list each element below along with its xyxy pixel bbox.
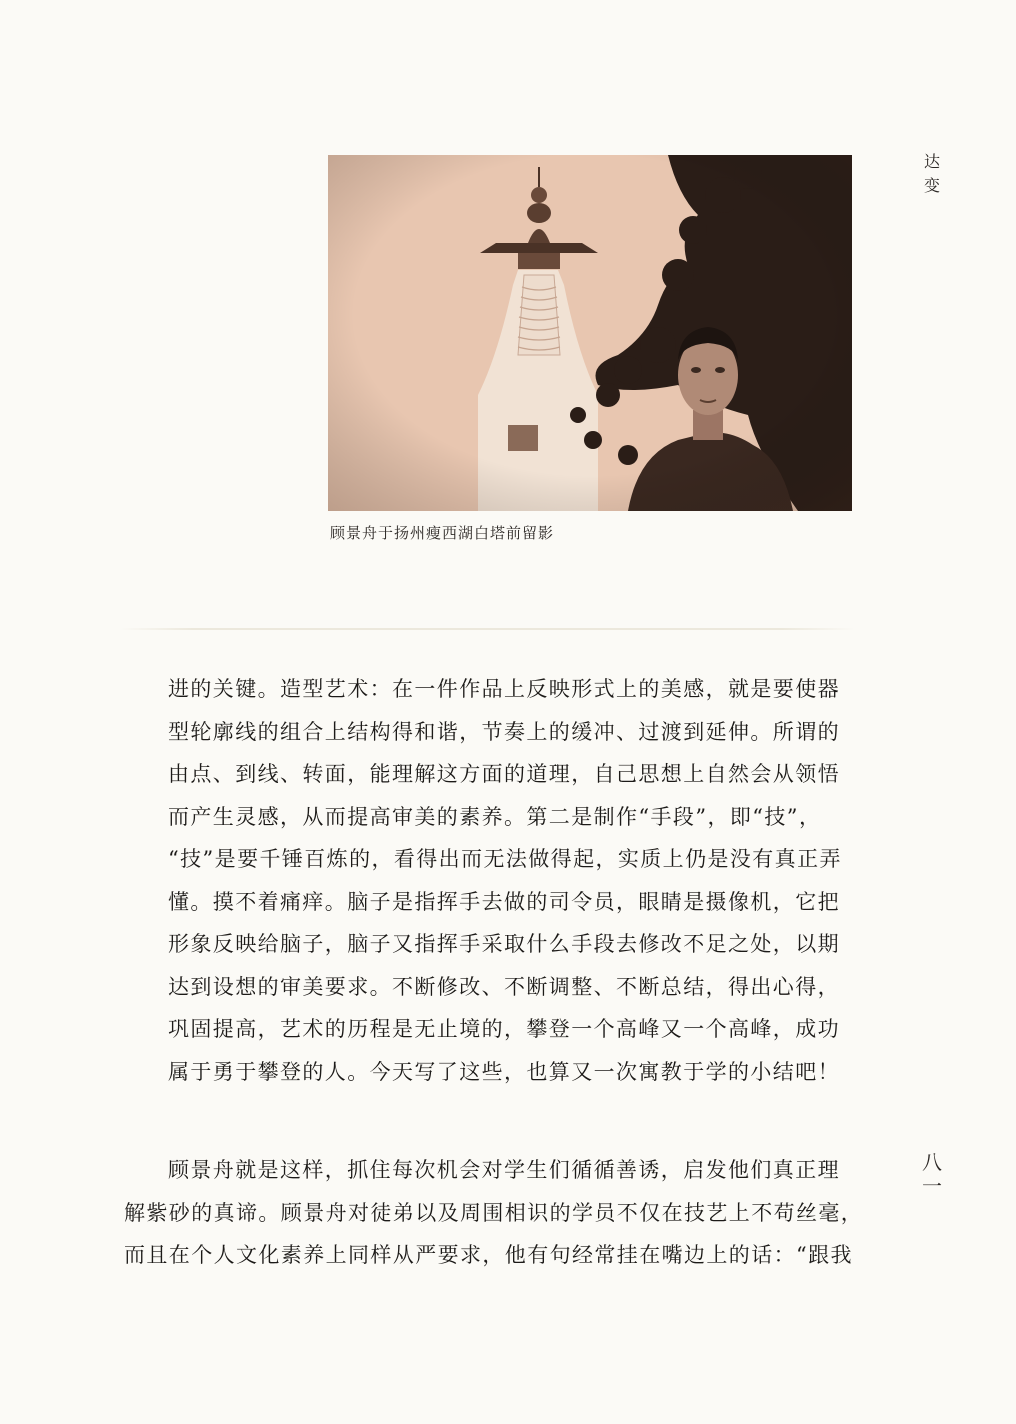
running-head (922, 150, 942, 198)
running-head-char: 变 (923, 176, 940, 195)
quote-line: 而产生灵感，从而提高审美的素养。第二是制作“手段”，即“技”， (168, 804, 822, 829)
quote-line: 型轮廓线的组合上结构得和谐，节奏上的缓冲、过渡到延伸。所谓的 (168, 719, 840, 744)
quote-line: “技”是要千锤百炼的，看得出而无法做得起，实质上仍是没有真正弄 (168, 847, 842, 871)
quote-line: 形象反映给脑子，脑子又指挥手采取什么手段去修改不足之处，以期 (168, 932, 840, 956)
quoted-passage (168, 668, 858, 1093)
quote-line: 达到设想的审美要求。不断修改、不断调整、不断总结，得出心得， (168, 974, 840, 999)
quote-line: 巩固提高，艺术的历程是无止境的，攀登一个高峰又一个高峰，成功 (168, 1017, 840, 1041)
photo-gu-jingzhou-white-pagoda (328, 155, 852, 511)
page-number-char: 一 (922, 1174, 942, 1198)
quote-line: 由点、到线、转面，能理解这方面的道理，自己思想上自然会从领悟 (168, 762, 840, 786)
quote-line: 进的关键。造型艺术：在一件作品上反映形式上的美感，就是要使器 (168, 677, 840, 701)
quote-line: 属于勇于攀登的人。今天写了这些，也算又一次寓教于学的小结吧！ (168, 1059, 840, 1084)
page-number (920, 1150, 944, 1198)
photo-illustration (328, 155, 852, 511)
running-head-char: 达 (923, 152, 940, 171)
body-line: 解紫砂的真谛。顾景舟对徒弟以及周围相识的学员不仅在技艺上不苟丝毫， (124, 1200, 864, 1225)
body-line: 顾景舟就是这样，抓住每次机会对学生们循循善诱，启发他们真正理 (168, 1158, 840, 1182)
page-number-char: 八 (922, 1150, 942, 1174)
body-paragraph (124, 1149, 864, 1277)
photo-caption: 顾景舟于扬州瘦西湖白塔前留影 (330, 524, 555, 542)
section-divider (120, 628, 855, 630)
quote-line: 懂。摸不着痛痒。脑子是指挥手去做的司令员，眼睛是摄像机，它把 (168, 889, 840, 914)
body-line: 而且在个人文化素养上同样从严要求，他有句经常挂在嘴边上的话：“跟我 (124, 1243, 853, 1267)
